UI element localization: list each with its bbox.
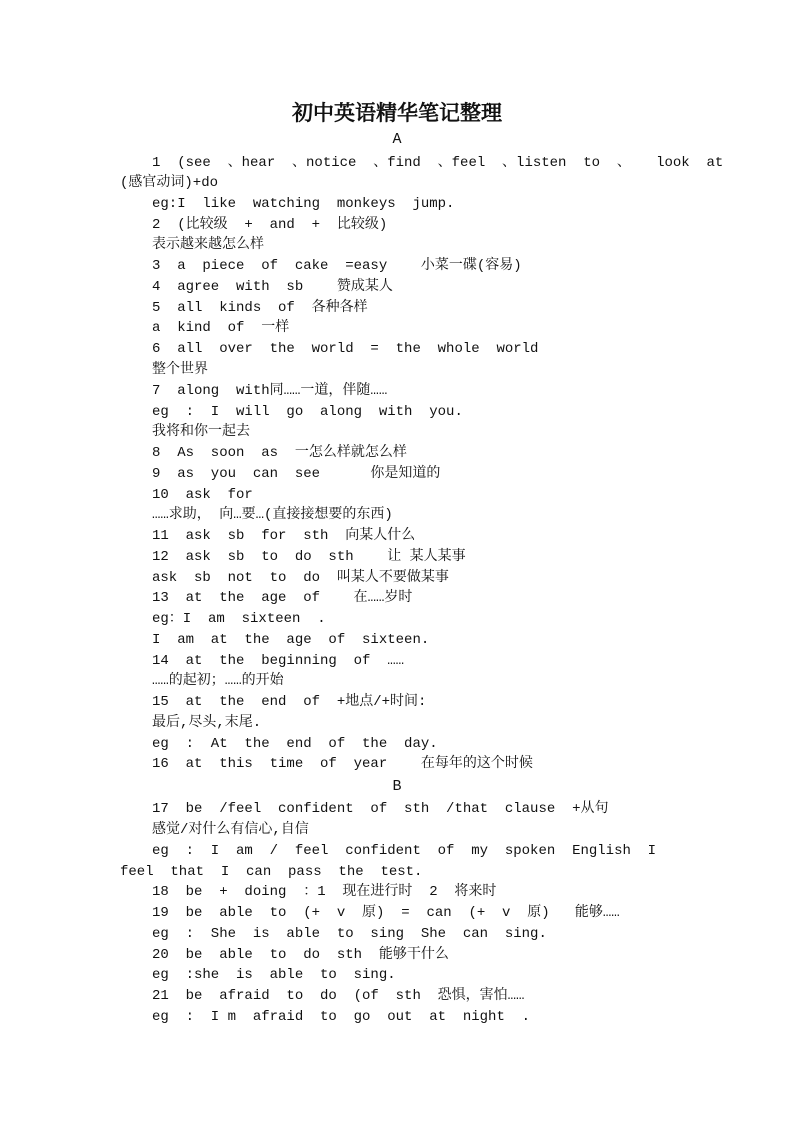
note-line: eg：I am sixteen . [152,611,326,627]
note-line: (感官动词)+do [120,175,219,191]
note-line: 21 be afraid to do (of sth 恐惧，害怕…… [152,988,525,1004]
note-line: 最后,尽头,末尾. [152,715,262,731]
note-line: 表示越来越怎么样 [152,237,264,253]
note-line: 6 all over the world = the whole world [152,341,539,357]
note-line: 18 be + doing ：1 现在进行时 2 将来时 [152,884,497,900]
note-line: eg : She is able to sing She can sing. [152,926,547,942]
note-line: 14 at the beginning of …… [152,653,405,669]
note-line: eg : I m afraid to go out at night . [152,1009,531,1025]
note-line: 7 along with同……一道，伴随…… [152,383,388,399]
note-line: eg : I will go along with you. [152,404,463,420]
document-title: 初中英语精华笔记整理 [292,100,502,125]
note-line: 3 a piece of cake =easy 小菜一碟(容易) [152,258,522,274]
note-line: 感觉/对什么有信心,自信 [152,822,309,838]
note-line: I am at the age of sixteen. [152,632,430,648]
note-line: eg : At the end of the day. [152,736,438,752]
note-line: eg:I like watching monkeys jump. [152,196,455,212]
note-line: feel that I can pass the test. [120,864,423,880]
note-line: 12 ask sb to do sth 让 某人某事 [152,549,466,565]
note-line: 5 all kinds of 各种各样 [152,300,368,316]
note-line: 2 (比较级 + and + 比较级) [152,217,388,233]
note-line: 9 as you can see 你是知道的 [152,466,441,482]
note-line: 20 be able to do sth 能够干什么 [152,947,449,963]
note-line: 整个世界 [152,362,208,378]
section-heading-b: B [392,778,402,795]
note-line: 16 at this time of year 在每年的这个时候 [152,756,533,772]
section-heading-a: A [392,131,402,148]
note-line: 我将和你一起去 [152,424,250,440]
note-line: 15 at the end of +地点/+时间: [152,694,427,710]
note-line: 1 (see 、hear 、notice 、find 、feel 、listen to 、 look at [152,155,724,171]
note-line: 10 ask for [152,487,253,503]
note-line: ……求助， 向…要…(直接接想要的东西) [152,507,393,523]
note-line: eg : I am / feel confident of my spoken English I [152,843,657,859]
note-line: 11 ask sb for sth 向某人什么 [152,528,416,544]
note-line: 4 agree with sb 赞成某人 [152,279,393,295]
note-line: 13 at the age of 在……岁时 [152,590,413,606]
note-line: eg :she is able to sing. [152,967,396,983]
note-line: 8 As soon as 一怎么样就怎么样 [152,445,407,461]
note-line: 19 be able to (+ v 原) = can (+ v 原) 能够…… [152,905,620,921]
note-line: ask sb not to do 叫某人不要做某事 [152,570,449,586]
note-line: 17 be /feel confident of sth /that clause +从句 [152,801,609,817]
note-line: ……的起初；……的开始 [152,673,284,689]
note-line: a kind of 一样 [152,320,290,336]
